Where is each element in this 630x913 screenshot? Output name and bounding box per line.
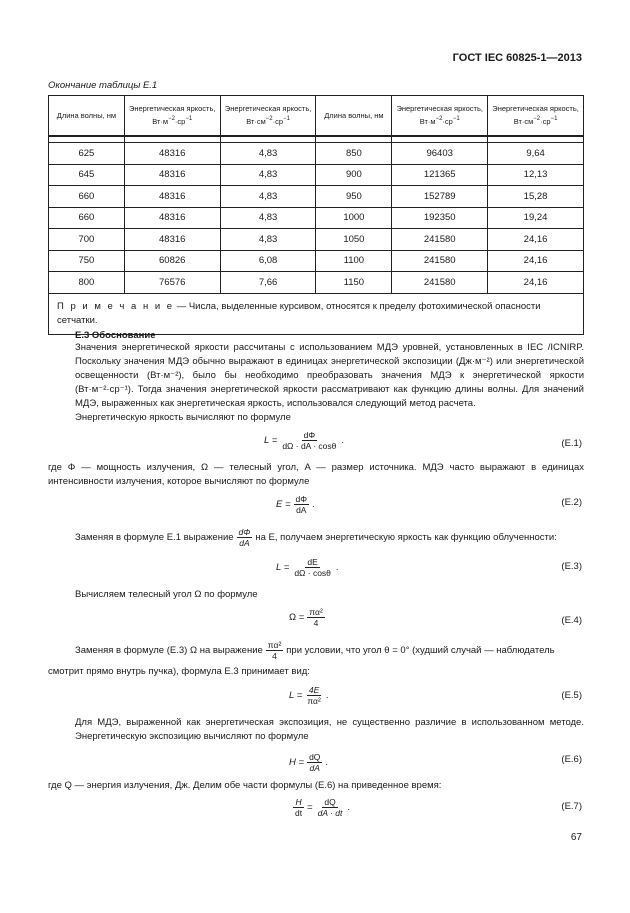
paragraph-exposure: Для МДЭ, выраженной как энергетическая экспозиция, не существенно различие в использованном методе. Энергетическую экспозицию вычисляют по формуле xyxy=(75,717,584,742)
col-header-radiance-cm: Энергетическая яркость, $Вт\cdot см^{-2}\cdot ср^{-1}$ xyxy=(220,96,316,136)
table-spacer-row xyxy=(49,136,584,143)
table-row: 660 48316 4,83 950 152789 15,28 xyxy=(49,186,584,208)
col-header-radiance-m: Энергетическая яркость, $Вт\cdot м^{-2}\cdot ср^{-1}$ xyxy=(124,96,220,136)
paragraph-substitution-2-cont: смотрит прямо внутрь пучка), формула Е.3 принимает вид: xyxy=(48,666,310,677)
table-header-row xyxy=(49,96,584,136)
equation-e6-tag: (Е.6) xyxy=(561,754,582,765)
equation-e3-tag: (Е.3) xyxy=(561,561,582,572)
equation-e5: L = $\frac{4E}{\text{πα²}}$ . xyxy=(289,685,329,706)
col-header-wavelength-2: Длина волны, нм xyxy=(316,96,392,136)
table-row: 660 48316 4,83 1000 192350 19,24 xyxy=(49,207,584,229)
section-title: Е.3 Обоснование xyxy=(75,330,156,341)
paragraph-where-2: где Q — энергия излучения, Дж. Делим обе части формулы (Е.6) на приведенное время: xyxy=(48,780,442,791)
equation-e7-tag: (Е.7) xyxy=(561,801,582,812)
table-row: 750 60826 6,08 1100 241580 24,16 xyxy=(49,250,584,272)
page-number: 67 xyxy=(570,832,582,843)
paragraph-justification: Значения энергетической яркости рассчитаны с использованием МДЭ уровней, установленных в IEC /ICNIRP. Поскольку значения МДЭ обычно выражают в единицах энергетической экспозиции (Дж·м⁻²) или энергетической освещенности (Вт·м⁻²), было бы необходимо преобразовать значения МДЭ к энергетической яркости (Вт·м⁻²·ср⁻¹). Тогда значения энергетической яркости рассматривают как функцию длины волны. Для значений МДЭ, выраженных как энергетическая яркость, использовался следующий метод расчета. xyxy=(75,342,584,409)
equation-e1-tag: (Е.1) xyxy=(561,438,582,449)
equation-e3: L = $\frac{dE}{d\Omega \cdot \cos\theta}$ . xyxy=(276,557,339,578)
equation-e4-tag: (Е.4) xyxy=(561,615,582,626)
equation-e6: H = $\frac{dQ}{dA}$ . xyxy=(289,752,329,773)
table-note: П р и м е ч а н и е — Числа, выделенные курсивом, относятся к пределу фотохимической опасности сетчатки. xyxy=(49,293,584,334)
table-note-row xyxy=(49,293,584,334)
table-row: 645 48316 4,83 900 121365 12,13 xyxy=(49,164,584,186)
equation-e1: L = $\frac{d\Phi}{d\Omega \cdot dA \cdot \cos\theta}$ . xyxy=(264,430,345,451)
col-header-radiance-m-2: Энергетическая яркость, $Вт\cdot м^{-2}\cdot ср^{-1}$ xyxy=(392,96,488,136)
col-header-wavelength: Длина волны, нм xyxy=(49,96,125,136)
paragraph-formula-intro: Энергетическую яркость вычисляют по формуле xyxy=(75,412,291,423)
table-row: 800 76576 7,66 1150 241580 24,16 xyxy=(49,272,584,294)
paragraph-substitution-1: Заменяя в формуле Е.1 выражение $\frac{d\Phi}{dA}$ на E, получаем энергетическую яркость как функцию облученности: xyxy=(75,527,557,548)
paragraph-solid-angle: Вычисляем телесный угол Ω по формуле xyxy=(75,589,258,600)
equation-e5-tag: (Е.5) xyxy=(561,690,582,701)
paragraph-substitution-2: Заменяя в формуле (Е.3) Ω на выражение $\frac{\text{πα²}}{4}$ при условии, что угол θ = 0° (худший случай — наблюдатель xyxy=(75,640,555,661)
equation-e2: E = $\frac{d\Phi}{dA}$ . xyxy=(276,494,315,515)
equation-e4: Ω = $\frac{\text{πα²}}{4}$ xyxy=(289,607,323,628)
table-caption: Окончание таблицы Е.1 xyxy=(48,80,158,91)
table-row: 625 48316 4,83 850 96403 9,64 xyxy=(49,143,584,165)
col-header-radiance-cm-2: Энергетическая яркость, $Вт\cdot см^{-2}\cdot ср^{-1}$ xyxy=(488,96,584,136)
paragraph-where-1: где Φ — мощность излучения, Ω — телесный угол, A — размер источника. МДЭ часто выражают в единицах интенсивности излучения, которое вычисляют по формуле xyxy=(48,462,584,487)
table-row: 700 48316 4,83 1050 241580 24,16 xyxy=(49,229,584,251)
document-header: ГОСТ IEC 60825-1—2013 xyxy=(452,52,582,64)
radiance-table xyxy=(48,95,584,335)
equation-e2-tag: (Е.2) xyxy=(561,497,582,508)
equation-e7: $\frac{H}{dt}$ = $\frac{dQ}{dA \cdot dt}$ . xyxy=(295,797,351,818)
